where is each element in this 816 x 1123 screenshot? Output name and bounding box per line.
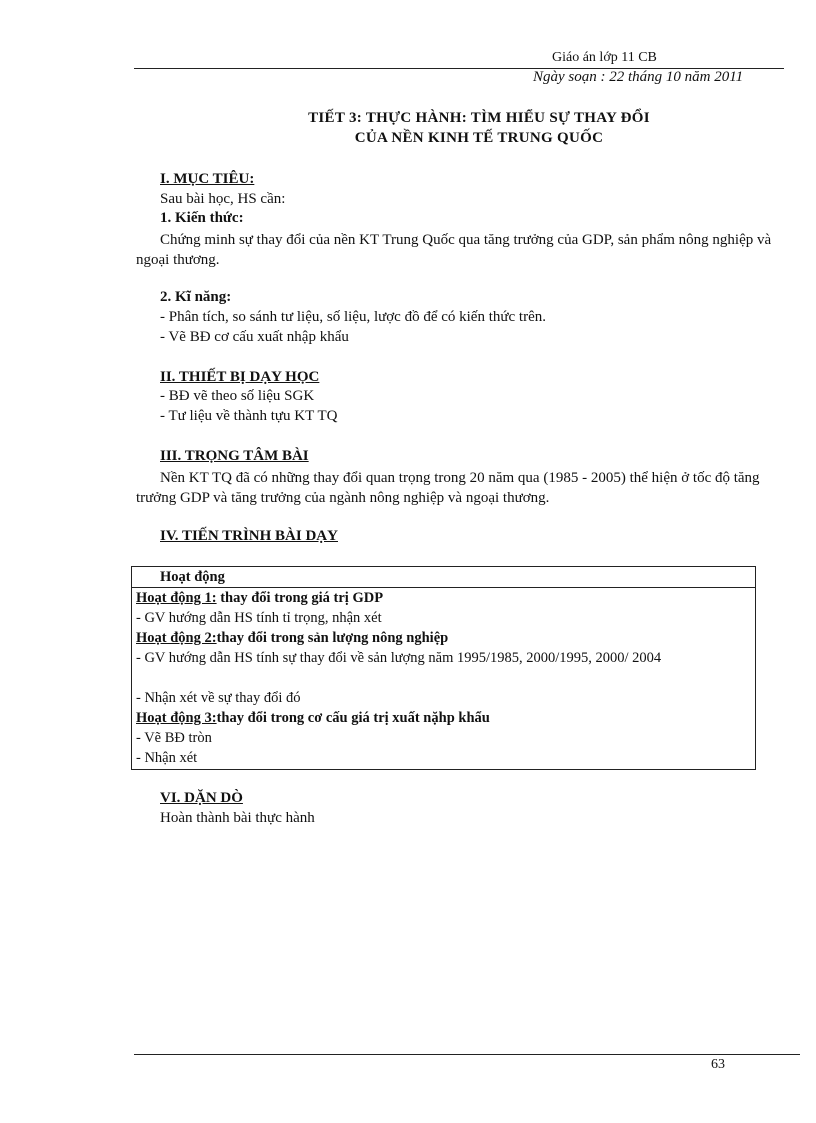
activity-2-title bbox=[136, 628, 448, 648]
activities-table-header: Hoạt động bbox=[160, 569, 225, 585]
activities-table-header-row bbox=[132, 567, 755, 588]
objectives-intro: Sau bài học, HS cần: bbox=[160, 191, 286, 207]
activity-3-item-1: - Vẽ BĐ tròn bbox=[136, 730, 212, 746]
activity-2-item-2: - Nhận xét về sự thay đổi đó bbox=[136, 690, 301, 706]
lesson-title-line2: CỦA NỀN KINH TẾ TRUNG QUỐC bbox=[354, 130, 604, 146]
activity-3-title bbox=[136, 708, 490, 728]
section-process-heading: IV. TIẾN TRÌNH BÀI DẠY bbox=[160, 528, 338, 544]
skills-heading: 2. Kĩ năng: bbox=[160, 289, 232, 305]
activity-2-item-1: - GV hướng dẫn HS tính sự thay đổi về sản lượng năm 1995/1985, 2000/1995, 2000/ 2004 bbox=[136, 650, 662, 666]
homework-text: Hoàn thành bài thực hành bbox=[160, 810, 315, 826]
activity-2-label: Hoạt động 2: bbox=[136, 630, 217, 646]
focus-text-content: Nền KT TQ đã có những thay đổi quan trọng trong 20 năm qua (1985 - 2005) thể hiện ở tốc độ tăng trưởng GDP và tăng trưởng của ngành nông nghiệp và ngoại thương. bbox=[136, 470, 760, 506]
page-number: 63 bbox=[711, 1057, 725, 1072]
section-focus-heading: III. TRỌNG TÂM BÀI bbox=[160, 448, 309, 464]
skills-item-1: - Phân tích, so sánh tư liệu, số liệu, lược đồ để có kiến thức trên. bbox=[160, 309, 546, 325]
knowledge-text bbox=[136, 230, 796, 270]
equipment-item-1: - BĐ vẽ theo số liệu SGK bbox=[160, 388, 315, 404]
section-homework-heading: VI. DẶN DÒ bbox=[160, 790, 243, 806]
activity-3-label: Hoạt động 3: bbox=[136, 710, 217, 726]
footer-rule bbox=[134, 1054, 800, 1055]
header-date: Ngày soạn : 22 tháng 10 năm 2011 bbox=[533, 69, 744, 85]
activity-3-item-2: - Nhận xét bbox=[136, 750, 198, 766]
activity-2-name: thay đổi trong sản lượng nông nghiệp bbox=[216, 630, 449, 646]
knowledge-text-content: Chứng minh sự thay đổi của nền KT Trung Quốc qua tăng trưởng của GDP, sản phẩm nông nghiệp và ngoại thương. bbox=[136, 232, 772, 268]
section-equipment-heading: II. THIẾT BỊ DẠY HỌC bbox=[160, 369, 320, 385]
header-course: Giáo án lớp 11 CB bbox=[552, 50, 657, 65]
activity-1-name: thay đổi trong giá trị GDP bbox=[216, 590, 384, 606]
activity-3-name: thay đổi trong cơ cấu giá trị xuất nặhp khẩu bbox=[216, 710, 490, 726]
focus-text bbox=[136, 468, 796, 508]
activity-1-item-1: - GV hướng dẫn HS tính tỉ trọng, nhận xét bbox=[136, 610, 382, 626]
skills-item-2: - Vẽ BĐ cơ cấu xuất nhập khẩu bbox=[160, 329, 349, 345]
activities-table bbox=[131, 566, 756, 770]
lesson-title-line1: TIẾT 3: THỰC HÀNH: TÌM HIỂU SỰ THAY ĐỔI bbox=[308, 110, 650, 126]
activity-1-label: Hoạt động 1: bbox=[136, 590, 217, 606]
equipment-item-2: - Tư liệu về thành tựu KT TQ bbox=[160, 408, 338, 424]
knowledge-heading: 1. Kiến thức: bbox=[160, 210, 244, 226]
activity-1-title bbox=[136, 588, 383, 608]
section-objectives-heading: I. MỤC TIÊU: bbox=[160, 171, 255, 187]
